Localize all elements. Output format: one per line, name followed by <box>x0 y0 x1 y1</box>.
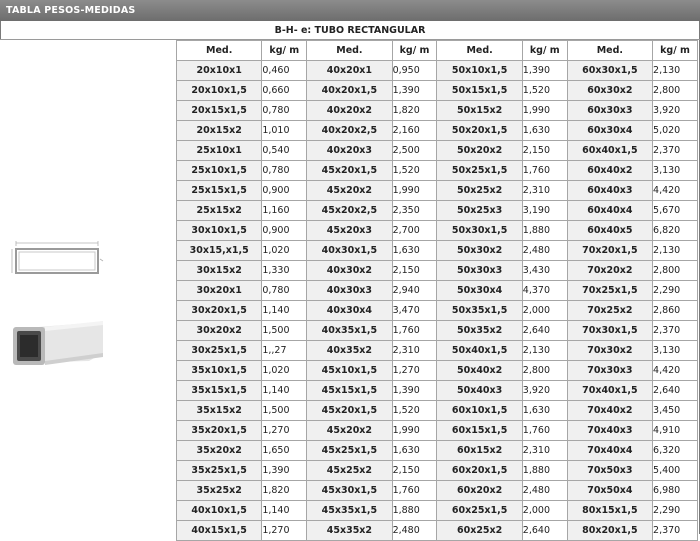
weight-cell: 1,160 <box>262 201 307 221</box>
weight-cell: 0,900 <box>262 181 307 201</box>
measurement-cell: 60x40x5 <box>567 221 652 241</box>
rectangular-tube-diagram-icon <box>10 239 104 283</box>
measurement-cell: 50x10x1,5 <box>437 61 522 81</box>
weight-cell: 1,500 <box>262 401 307 421</box>
measurement-cell: 20x10x1,5 <box>177 81 262 101</box>
table-row <box>177 501 698 521</box>
measurement-cell: 35x10x1,5 <box>177 361 262 381</box>
weight-cell: 1,390 <box>392 81 437 101</box>
measurement-cell: 60x40x3 <box>567 181 652 201</box>
weight-cell: 1,760 <box>522 421 567 441</box>
weight-cell: 2,480 <box>522 241 567 261</box>
weight-cell: 0,780 <box>262 281 307 301</box>
measurement-cell: 50x15x1,5 <box>437 81 522 101</box>
measurement-cell: 50x35x1,5 <box>437 301 522 321</box>
weight-cell: 2,130 <box>522 341 567 361</box>
measurement-cell: 60x40x4 <box>567 201 652 221</box>
measurement-cell: 60x15x1,5 <box>437 421 522 441</box>
weight-cell: 2,640 <box>653 381 698 401</box>
weight-cell: 2,350 <box>392 201 437 221</box>
table-row <box>177 241 698 261</box>
weight-cell: 1,760 <box>522 161 567 181</box>
measurement-cell: 45x20x2,5 <box>307 201 392 221</box>
measurement-cell: 70x40x1,5 <box>567 381 652 401</box>
weight-cell: 1,630 <box>392 241 437 261</box>
weight-cell: 2,130 <box>653 61 698 81</box>
measurement-cell: 40x30x3 <box>307 281 392 301</box>
weight-cell: 3,130 <box>653 341 698 361</box>
weight-cell: 1,990 <box>392 181 437 201</box>
weight-cell: 1,990 <box>392 421 437 441</box>
table-row <box>177 461 698 481</box>
weight-cell: 2,160 <box>392 121 437 141</box>
measurement-cell: 60x30x4 <box>567 121 652 141</box>
measurement-cell: 40x30x2 <box>307 261 392 281</box>
table-row <box>177 321 698 341</box>
measurement-cell: 45x20x1,5 <box>307 161 392 181</box>
measurement-cell: 45x25x2 <box>307 461 392 481</box>
weight-cell: 2,310 <box>522 181 567 201</box>
measurement-cell: 60x40x2 <box>567 161 652 181</box>
weights-table <box>176 40 698 541</box>
table-row <box>177 81 698 101</box>
weight-cell: 2,150 <box>522 141 567 161</box>
weight-cell: 2,310 <box>522 441 567 461</box>
measurement-cell: 30x25x1,5 <box>177 341 262 361</box>
table-row <box>177 261 698 281</box>
measurement-cell: 40x20x1,5 <box>307 81 392 101</box>
table-row <box>177 141 698 161</box>
weight-cell: 2,860 <box>653 301 698 321</box>
measurement-cell: 40x30x1,5 <box>307 241 392 261</box>
weight-cell: 1,140 <box>262 501 307 521</box>
table-subtitle: B-H- e: TUBO RECTANGULAR <box>0 21 700 40</box>
weight-cell: 0,660 <box>262 81 307 101</box>
measurement-cell: 30x15x2 <box>177 261 262 281</box>
measurement-cell: 50x30x1,5 <box>437 221 522 241</box>
weight-cell: 2,370 <box>653 521 698 541</box>
weight-cell: 6,980 <box>653 481 698 501</box>
measurement-cell: 50x40x1,5 <box>437 341 522 361</box>
table-row <box>177 101 698 121</box>
table-row <box>177 301 698 321</box>
weight-cell: 2,800 <box>653 261 698 281</box>
measurement-cell: 45x20x1,5 <box>307 401 392 421</box>
weight-cell: 1,270 <box>262 521 307 541</box>
measurement-cell: 50x25x2 <box>437 181 522 201</box>
weight-cell: 3,130 <box>653 161 698 181</box>
weight-cell: 1,650 <box>262 441 307 461</box>
weight-cell: 1,520 <box>392 161 437 181</box>
measurement-cell: 40x10x1,5 <box>177 501 262 521</box>
weight-cell: 1,880 <box>522 221 567 241</box>
measurement-cell: 45x35x1,5 <box>307 501 392 521</box>
weight-cell: 1,010 <box>262 121 307 141</box>
measurement-cell: 60x10x1,5 <box>437 401 522 421</box>
weight-cell: 2,000 <box>522 301 567 321</box>
measurement-cell: 70x40x2 <box>567 401 652 421</box>
table-row <box>177 381 698 401</box>
weight-cell: 2,480 <box>392 521 437 541</box>
measurement-cell: 35x25x1,5 <box>177 461 262 481</box>
measurement-cell: 50x20x1,5 <box>437 121 522 141</box>
weight-cell: 2,480 <box>522 481 567 501</box>
weight-cell: 4,420 <box>653 181 698 201</box>
measurement-cell: 45x10x1,5 <box>307 361 392 381</box>
weight-cell: 6,320 <box>653 441 698 461</box>
weight-cell: 1,,27 <box>262 341 307 361</box>
measurement-cell: 50x30x2 <box>437 241 522 261</box>
table-row <box>177 181 698 201</box>
measurement-cell: 70x30x3 <box>567 361 652 381</box>
weight-cell: 1,500 <box>262 321 307 341</box>
measurement-cell: 20x15x2 <box>177 121 262 141</box>
table-row <box>177 201 698 221</box>
measurement-cell: 35x20x1,5 <box>177 421 262 441</box>
measurement-cell: 50x30x4 <box>437 281 522 301</box>
weight-cell: 1,020 <box>262 241 307 261</box>
measurement-cell: 60x25x2 <box>437 521 522 541</box>
measurement-cell: 50x15x2 <box>437 101 522 121</box>
column-header: Med. <box>307 41 392 61</box>
measurement-cell: 70x40x3 <box>567 421 652 441</box>
weight-cell: 1,520 <box>522 81 567 101</box>
weight-cell: 3,430 <box>522 261 567 281</box>
measurement-cell: 50x25x3 <box>437 201 522 221</box>
table-header-row <box>177 41 698 61</box>
weight-cell: 1,760 <box>392 481 437 501</box>
measurement-cell: 40x20x2,5 <box>307 121 392 141</box>
weight-cell: 2,500 <box>392 141 437 161</box>
measurement-cell: 40x20x3 <box>307 141 392 161</box>
measurement-cell: 40x30x4 <box>307 301 392 321</box>
weight-cell: 0,460 <box>262 61 307 81</box>
measurement-cell: 70x50x3 <box>567 461 652 481</box>
weight-cell: 1,390 <box>522 61 567 81</box>
weight-cell: 4,910 <box>653 421 698 441</box>
weight-cell: 1,990 <box>522 101 567 121</box>
measurement-cell: 60x20x2 <box>437 481 522 501</box>
weight-cell: 2,370 <box>653 321 698 341</box>
weight-cell: 2,700 <box>392 221 437 241</box>
weight-cell: 3,920 <box>522 381 567 401</box>
weight-cell: 2,800 <box>522 361 567 381</box>
measurement-cell: 20x10x1 <box>177 61 262 81</box>
measurement-cell: 25x10x1 <box>177 141 262 161</box>
measurement-cell: 30x20x1,5 <box>177 301 262 321</box>
table-row <box>177 161 698 181</box>
measurement-cell: 25x15x1,5 <box>177 181 262 201</box>
measurement-cell: 70x30x2 <box>567 341 652 361</box>
measurement-cell: 50x40x2 <box>437 361 522 381</box>
weight-cell: 2,130 <box>653 241 698 261</box>
weight-cell: 1,630 <box>522 401 567 421</box>
measurement-cell: 25x10x1,5 <box>177 161 262 181</box>
measurement-cell: 60x15x2 <box>437 441 522 461</box>
weight-cell: 1,390 <box>392 381 437 401</box>
measurement-cell: 30x10x1,5 <box>177 221 262 241</box>
measurement-cell: 70x20x2 <box>567 261 652 281</box>
weight-cell: 2,370 <box>653 141 698 161</box>
measurement-cell: 70x40x4 <box>567 441 652 461</box>
measurement-cell: 60x25x1,5 <box>437 501 522 521</box>
measurement-cell: 45x20x2 <box>307 421 392 441</box>
side-panel <box>0 40 176 534</box>
column-header: kg/ m <box>392 41 437 61</box>
weight-cell: 0,780 <box>262 161 307 181</box>
table-row <box>177 221 698 241</box>
measurement-cell: 45x20x2 <box>307 181 392 201</box>
column-header: Med. <box>567 41 652 61</box>
weight-cell: 2,290 <box>653 501 698 521</box>
weight-cell: 0,900 <box>262 221 307 241</box>
weight-cell: 0,780 <box>262 101 307 121</box>
table-row <box>177 421 698 441</box>
weight-cell: 1,630 <box>522 121 567 141</box>
weight-cell: 5,020 <box>653 121 698 141</box>
measurement-cell: 45x30x1,5 <box>307 481 392 501</box>
weight-cell: 1,820 <box>262 481 307 501</box>
weight-cell: 1,330 <box>262 261 307 281</box>
measurement-cell: 60x40x1,5 <box>567 141 652 161</box>
table-row <box>177 441 698 461</box>
measurement-cell: 70x25x2 <box>567 301 652 321</box>
column-header: kg/ m <box>262 41 307 61</box>
weight-cell: 3,470 <box>392 301 437 321</box>
measurement-cell: 80x20x1,5 <box>567 521 652 541</box>
measurement-cell: 35x25x2 <box>177 481 262 501</box>
column-header: Med. <box>437 41 522 61</box>
measurement-cell: 60x30x3 <box>567 101 652 121</box>
weight-cell: 2,640 <box>522 321 567 341</box>
rectangular-tube-photo <box>7 317 107 369</box>
measurement-cell: 35x20x2 <box>177 441 262 461</box>
table-row <box>177 521 698 541</box>
measurement-cell: 80x15x1,5 <box>567 501 652 521</box>
page-title: TABLA PESOS-MEDIDAS <box>0 0 700 21</box>
measurement-cell: 60x20x1,5 <box>437 461 522 481</box>
weight-cell: 1,630 <box>392 441 437 461</box>
weight-cell: 1,760 <box>392 321 437 341</box>
weight-cell: 2,150 <box>392 261 437 281</box>
measurement-cell: 45x35x2 <box>307 521 392 541</box>
table-row <box>177 401 698 421</box>
weight-cell: 2,640 <box>522 521 567 541</box>
table-body <box>177 61 698 541</box>
weight-cell: 1,390 <box>262 461 307 481</box>
weight-cell: 1,140 <box>262 381 307 401</box>
weight-cell: 1,270 <box>262 421 307 441</box>
weight-cell: 3,190 <box>522 201 567 221</box>
weight-cell: 2,940 <box>392 281 437 301</box>
weight-cell: 4,370 <box>522 281 567 301</box>
weight-cell: 2,290 <box>653 281 698 301</box>
measurement-cell: 40x35x1,5 <box>307 321 392 341</box>
weight-cell: 1,820 <box>392 101 437 121</box>
weight-cell: 6,820 <box>653 221 698 241</box>
measurement-cell: 70x25x1,5 <box>567 281 652 301</box>
measurement-cell: 45x20x3 <box>307 221 392 241</box>
measurement-cell: 35x15x2 <box>177 401 262 421</box>
measurement-cell: 40x15x1,5 <box>177 521 262 541</box>
table-row <box>177 281 698 301</box>
weight-cell: 1,880 <box>392 501 437 521</box>
measurement-cell: 60x30x2 <box>567 81 652 101</box>
measurement-cell: 50x25x1,5 <box>437 161 522 181</box>
measurement-cell: 50x35x2 <box>437 321 522 341</box>
measurement-cell: 25x15x2 <box>177 201 262 221</box>
weight-cell: 0,950 <box>392 61 437 81</box>
table-row <box>177 121 698 141</box>
measurement-cell: 50x30x3 <box>437 261 522 281</box>
weight-cell: 3,450 <box>653 401 698 421</box>
column-header: Med. <box>177 41 262 61</box>
weight-cell: 1,020 <box>262 361 307 381</box>
column-header: kg/ m <box>653 41 698 61</box>
table-row <box>177 481 698 501</box>
measurement-cell: 30x20x1 <box>177 281 262 301</box>
weight-cell: 2,150 <box>392 461 437 481</box>
measurement-cell: 30x20x2 <box>177 321 262 341</box>
weight-cell: 5,400 <box>653 461 698 481</box>
measurement-cell: 20x15x1,5 <box>177 101 262 121</box>
weight-cell: 4,420 <box>653 361 698 381</box>
weight-cell: 1,140 <box>262 301 307 321</box>
measurement-cell: 70x30x1,5 <box>567 321 652 341</box>
measurement-cell: 70x20x1,5 <box>567 241 652 261</box>
table-row <box>177 361 698 381</box>
measurement-cell: 45x25x1,5 <box>307 441 392 461</box>
weight-cell: 2,310 <box>392 341 437 361</box>
measurement-cell: 45x15x1,5 <box>307 381 392 401</box>
measurement-cell: 35x15x1,5 <box>177 381 262 401</box>
measurement-cell: 50x40x3 <box>437 381 522 401</box>
measurement-cell: 60x30x1,5 <box>567 61 652 81</box>
weight-cell: 2,000 <box>522 501 567 521</box>
weight-cell: 2,800 <box>653 81 698 101</box>
weight-cell: 1,520 <box>392 401 437 421</box>
measurement-cell: 40x20x2 <box>307 101 392 121</box>
measurement-cell: 40x35x2 <box>307 341 392 361</box>
measurement-cell: 70x50x4 <box>567 481 652 501</box>
measurement-cell: 40x20x1 <box>307 61 392 81</box>
weight-cell: 3,920 <box>653 101 698 121</box>
measurement-cell: 30x15,x1,5 <box>177 241 262 261</box>
weight-cell: 5,670 <box>653 201 698 221</box>
weight-cell: 1,880 <box>522 461 567 481</box>
weight-cell: 0,540 <box>262 141 307 161</box>
table-row <box>177 341 698 361</box>
table-row <box>177 61 698 81</box>
weight-cell: 1,270 <box>392 361 437 381</box>
measurement-cell: 50x20x2 <box>437 141 522 161</box>
column-header: kg/ m <box>522 41 567 61</box>
